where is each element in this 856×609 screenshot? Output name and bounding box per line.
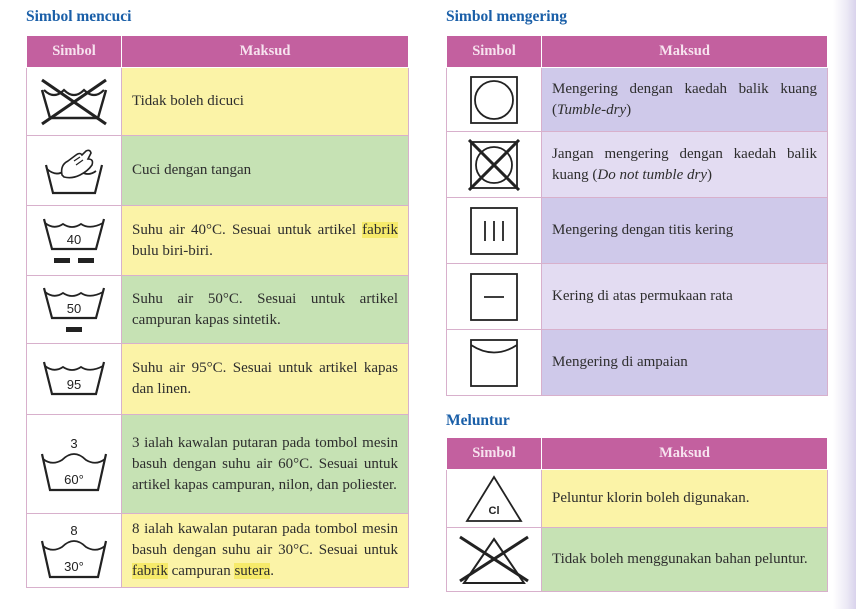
bleach-desc: Tidak boleh menggunakan bahan peluntur.: [542, 528, 828, 592]
bleach-title: Meluntur: [446, 412, 510, 429]
washing-table: [26, 35, 409, 588]
wash-temp-label: 95: [66, 377, 82, 392]
table-row: [27, 415, 409, 514]
wash-temp-label: 50: [66, 300, 82, 316]
washing-desc: Cuci dengan tangan: [122, 136, 409, 206]
table-row: [27, 206, 409, 276]
drying-desc: Mengering di ampaian: [542, 330, 828, 396]
table-row: [447, 68, 828, 132]
chlorine-bleach-icon: [463, 474, 525, 524]
washing-desc: 8 ialah kawalan putaran pada tombol mesin basuh dengan suhu air 30°C. Sesuai untuk fabrik campuran sutera.: [122, 514, 409, 588]
wash-40-icon: [36, 213, 112, 269]
bleach-table: [446, 437, 828, 592]
wash-temp-label: 40: [66, 231, 82, 247]
bleach-header-meaning: Maksud: [542, 438, 828, 470]
table-row: [447, 528, 828, 592]
drying-desc: Jangan mengering dengan kaedah balik kuang (Do not tumble dry): [542, 132, 828, 198]
bleach-label: Cl: [488, 504, 500, 517]
line-dry-icon: [469, 338, 519, 388]
table-row: [27, 276, 409, 344]
bleach-desc: Peluntur klorin boleh digunakan.: [542, 470, 828, 528]
table-row: [447, 470, 828, 528]
drying-desc: Kering di atas permukaan rata: [542, 264, 828, 330]
washing-desc: Suhu air 40°C. Sesuai untuk artikel fabrik bulu biri-biri.: [122, 206, 409, 276]
page-edge-decoration: [833, 0, 856, 609]
washing-header-meaning: Maksud: [122, 36, 409, 68]
washing-header-symbol: Simbol: [27, 36, 122, 68]
dial-label: 8: [70, 522, 78, 538]
wash-95-icon: [36, 356, 112, 402]
table-row: [447, 198, 828, 264]
drying-header-meaning: Maksud: [542, 36, 828, 68]
table-row: [447, 330, 828, 396]
table-row: [447, 132, 828, 198]
washing-title: Simbol mencuci: [26, 8, 132, 25]
wash-temp-label: 30°: [64, 558, 84, 574]
tumble-dry-icon: [469, 75, 519, 125]
table-row: [27, 514, 409, 588]
table-row: [27, 136, 409, 206]
drip-dry-icon: [469, 206, 519, 256]
do-not-bleach-icon: [454, 533, 534, 587]
machine-wash-30-icon: [34, 519, 114, 583]
table-row: [27, 344, 409, 415]
washing-desc: Suhu air 50°C. Sesuai untuk artikel campuran kapas sintetik.: [122, 276, 409, 344]
hand-wash-icon: [36, 145, 112, 197]
do-not-tumble-dry-icon: [467, 139, 521, 191]
drying-table: [446, 35, 828, 396]
table-row: [447, 264, 828, 330]
drying-header-symbol: Simbol: [447, 36, 542, 68]
drying-desc: Mengering dengan titis kering: [542, 198, 828, 264]
bleach-header-symbol: Simbol: [447, 438, 542, 470]
do-not-wash-icon: [36, 76, 112, 128]
dry-flat-icon: [469, 272, 519, 322]
washing-desc: Suhu air 95°C. Sesuai untuk artikel kapas dan linen.: [122, 344, 409, 415]
machine-wash-60-icon: [34, 432, 114, 496]
drying-title: Simbol mengering: [446, 8, 567, 25]
wash-temp-label: 60°: [64, 472, 84, 487]
dial-label: 3: [70, 436, 78, 451]
wash-50-icon: [36, 282, 112, 338]
drying-desc: Mengering dengan kaedah balik kuang (Tumble-dry): [542, 68, 828, 132]
washing-desc: 3 ialah kawalan putaran pada tombol mesin basuh dengan suhu air 60°C. Sesuai untuk artikel kapas campuran, nilon, dan poliester.: [122, 415, 409, 514]
table-row: [27, 68, 409, 136]
washing-desc: Tidak boleh dicuci: [122, 68, 409, 136]
